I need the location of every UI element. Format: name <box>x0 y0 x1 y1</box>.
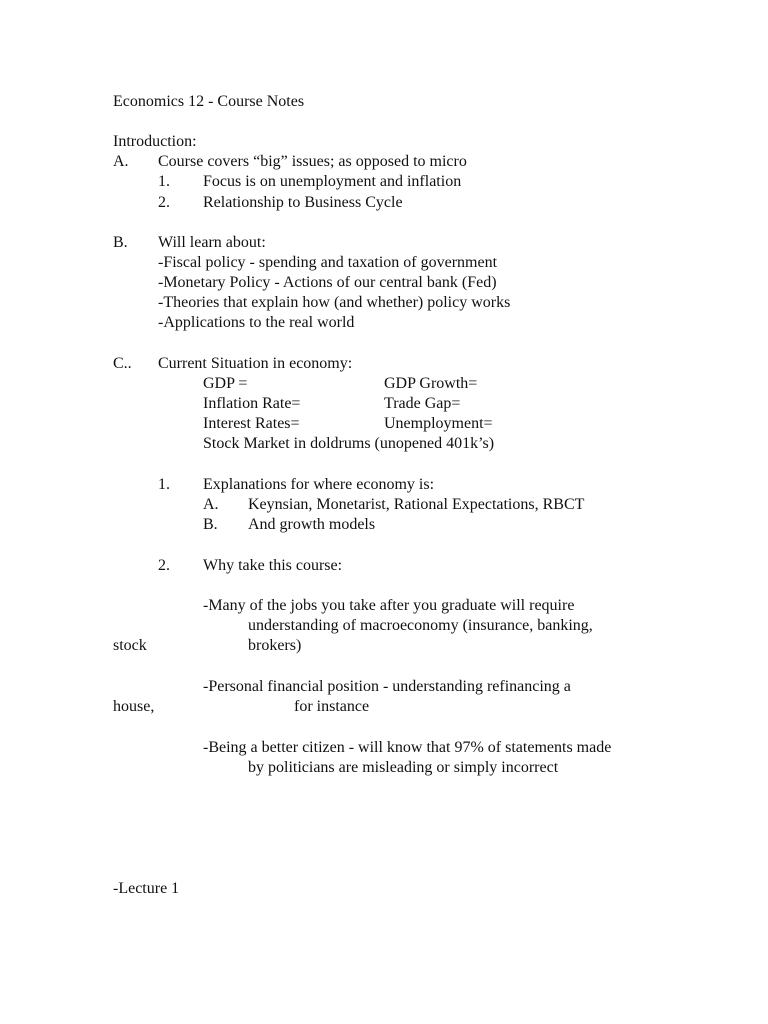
section-b-text: Will learn about: <box>158 234 266 251</box>
reason-2-wrap: house, <box>113 698 155 715</box>
c2-text: Why take this course: <box>203 557 343 574</box>
c1a-text: Keynsian, Monetarist, Rational Expectations, RBCT <box>248 496 585 513</box>
reason-2-line-2: for instance <box>294 698 370 715</box>
intro-a2-marker: 2. <box>158 194 170 211</box>
lecture-footer: -Lecture 1 <box>113 880 180 897</box>
c2-marker: 2. <box>158 557 170 574</box>
c1a-marker: A. <box>203 496 219 513</box>
intro-a-text: Course covers “big” issues; as opposed to micro <box>158 153 467 170</box>
gdp-label: GDP = <box>203 375 248 392</box>
section-c-text: Current Situation in economy: <box>158 355 353 372</box>
stock-market-line: Stock Market in doldrums (unopened 401k’s) <box>203 435 495 452</box>
section-b-item: -Theories that explain how (and whether) policy works <box>158 294 511 311</box>
intro-a2-text: Relationship to Business Cycle <box>203 194 403 211</box>
gdp-growth-label: GDP Growth= <box>384 375 478 392</box>
c1b-text: And growth models <box>248 516 376 533</box>
document-title: Economics 12 - Course Notes <box>113 93 305 110</box>
reason-1-line-2: understanding of macroeconomy (insurance, banking, <box>248 617 593 634</box>
trade-gap-label: Trade Gap= <box>384 395 461 412</box>
intro-heading: Introduction: <box>113 133 197 150</box>
section-b-item: -Applications to the real world <box>158 314 355 331</box>
reason-1-wrap: stock <box>113 637 147 654</box>
intro-a-marker: A. <box>113 153 129 170</box>
c1-text: Explanations for where economy is: <box>203 476 435 493</box>
section-c-marker: C.. <box>113 355 132 372</box>
reason-2-line-1: -Personal financial position - understanding refinancing a <box>203 678 571 695</box>
section-b-item: -Fiscal policy - spending and taxation of government <box>158 254 498 271</box>
section-b-item: -Monetary Policy - Actions of our central bank (Fed) <box>158 274 497 291</box>
inflation-label: Inflation Rate= <box>203 395 301 412</box>
reason-3-line-1: -Being a better citizen - will know that 97% of statements made <box>203 739 612 756</box>
c1b-marker: B. <box>203 516 218 533</box>
intro-a1-marker: 1. <box>158 173 170 190</box>
c1-marker: 1. <box>158 476 170 493</box>
reason-1-line-3: brokers) <box>248 637 302 654</box>
section-b-marker: B. <box>113 234 128 251</box>
interest-label: Interest Rates= <box>203 415 300 432</box>
intro-a1-text: Focus is on unemployment and inflation <box>203 173 462 190</box>
unemployment-label: Unemployment= <box>384 415 493 432</box>
reason-1-line-1: -Many of the jobs you take after you graduate will require <box>203 597 575 614</box>
reason-3-line-2: by politicians are misleading or simply incorrect <box>248 759 559 776</box>
